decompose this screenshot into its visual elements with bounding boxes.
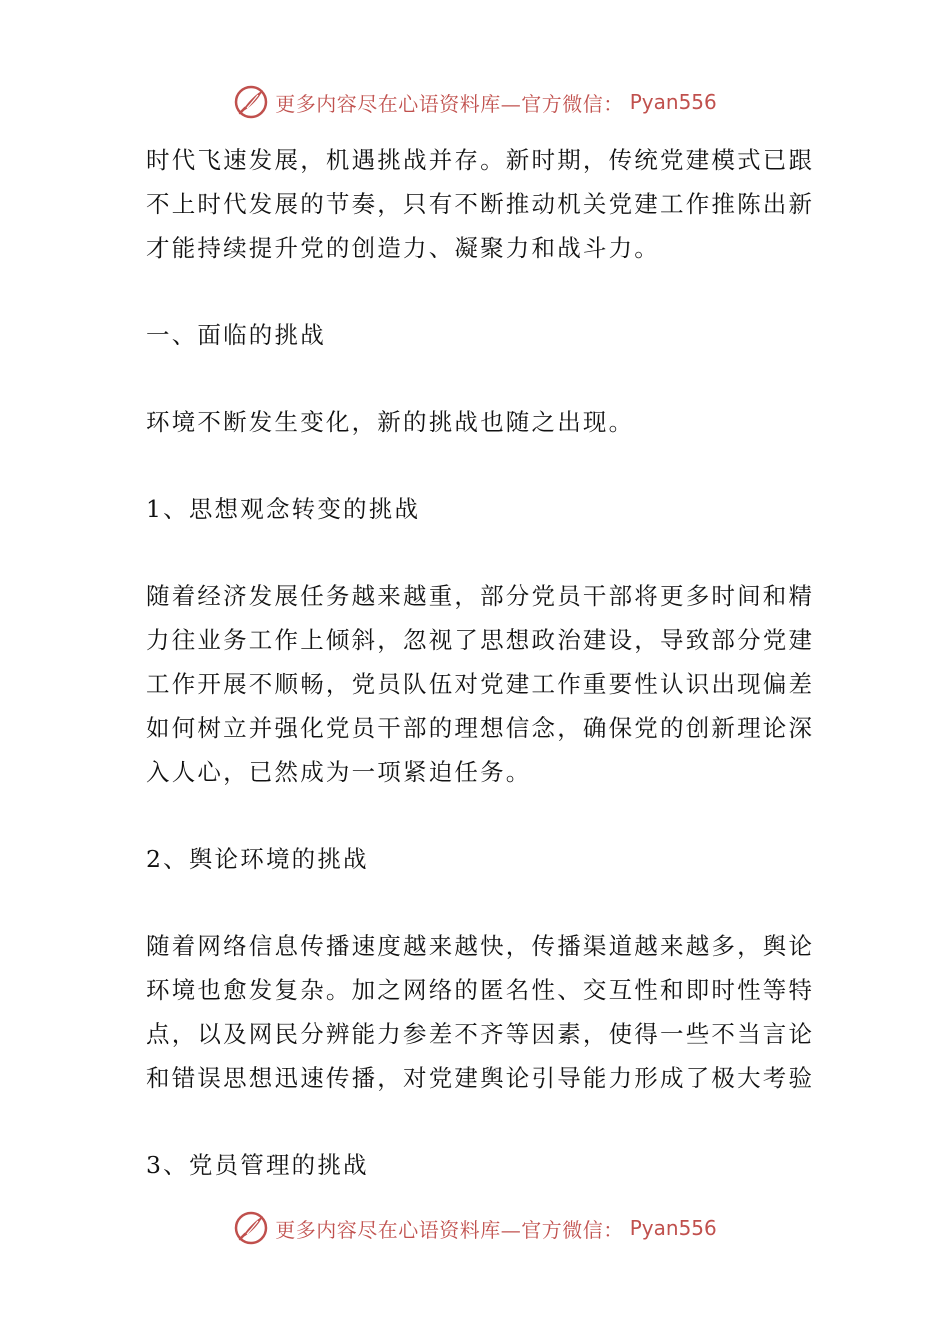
- footer-banner: [0, 1208, 950, 1248]
- paragraph-gap: [146, 1100, 808, 1143]
- quill-pen-logo-icon: [233, 84, 269, 120]
- heading-paragraph: [146, 837, 808, 881]
- heading-paragraph: [146, 487, 808, 531]
- heading-paragraph: [146, 313, 808, 357]
- quill-pen-logo-icon: [233, 1210, 269, 1246]
- paragraph-gap: [146, 444, 808, 487]
- heading-paragraph: [146, 400, 808, 444]
- footer-banner-text: 更多内容尽在心语资料库—官方微信：: [275, 1217, 624, 1242]
- paragraph-gap: [146, 357, 808, 400]
- text-line: 随着经济发展任务越来越重，部分党员干部将更多时间和精: [146, 582, 815, 610]
- paragraph-gap: [146, 794, 808, 837]
- document-body: [146, 138, 815, 1187]
- footer-banner-wechat: Pyan556: [629, 1216, 717, 1240]
- text-line: 点，以及网民分辨能力参差不齐等因素，使得一些不当言论: [146, 1020, 815, 1048]
- body-paragraph: [146, 574, 815, 794]
- text-line: 才能持续提升党的创造力、凝聚力和战斗力。: [146, 234, 660, 262]
- text-line: 1、思想观念转变的挑战: [146, 495, 421, 523]
- text-line: 2、舆论环境的挑战: [146, 845, 369, 873]
- text-line: 入人心，已然成为一项紧迫任务。: [146, 758, 532, 786]
- text-line: 随着网络信息传播速度越来越快，传播渠道越来越多，舆论: [146, 932, 815, 960]
- text-line: 力往业务工作上倾斜，忽视了思想政治建设，导致部分党建: [146, 626, 815, 654]
- paragraph-gap: [146, 881, 808, 924]
- text-line: 工作开展不顺畅，党员队伍对党建工作重要性认识出现偏差: [146, 670, 815, 698]
- body-paragraph: [146, 924, 815, 1100]
- text-line: 一、面临的挑战: [146, 321, 326, 349]
- text-line: 环境也愈发复杂。加之网络的匿名性、交互性和即时性等特: [146, 976, 815, 1004]
- text-line: 3、党员管理的挑战: [146, 1151, 369, 1179]
- header-banner-text: 更多内容尽在心语资料库—官方微信：: [275, 91, 624, 116]
- text-line: 如何树立并强化党员干部的理想信念，确保党的创新理论深: [146, 714, 815, 742]
- text-line: 环境不断发生变化，新的挑战也随之出现。: [146, 408, 635, 436]
- heading-paragraph: [146, 1143, 808, 1187]
- header-banner: [0, 82, 950, 122]
- paragraph-gap: [146, 270, 808, 313]
- body-paragraph: [146, 138, 815, 270]
- header-banner-wechat: Pyan556: [629, 90, 717, 114]
- paragraph-gap: [146, 531, 808, 574]
- text-line: 不上时代发展的节奏，只有不断推动机关党建工作推陈出新: [146, 190, 815, 218]
- text-line: 和错误思想迅速传播，对党建舆论引导能力形成了极大考验: [146, 1064, 815, 1092]
- text-line: 时代飞速发展，机遇挑战并存。新时期，传统党建模式已跟: [146, 146, 815, 174]
